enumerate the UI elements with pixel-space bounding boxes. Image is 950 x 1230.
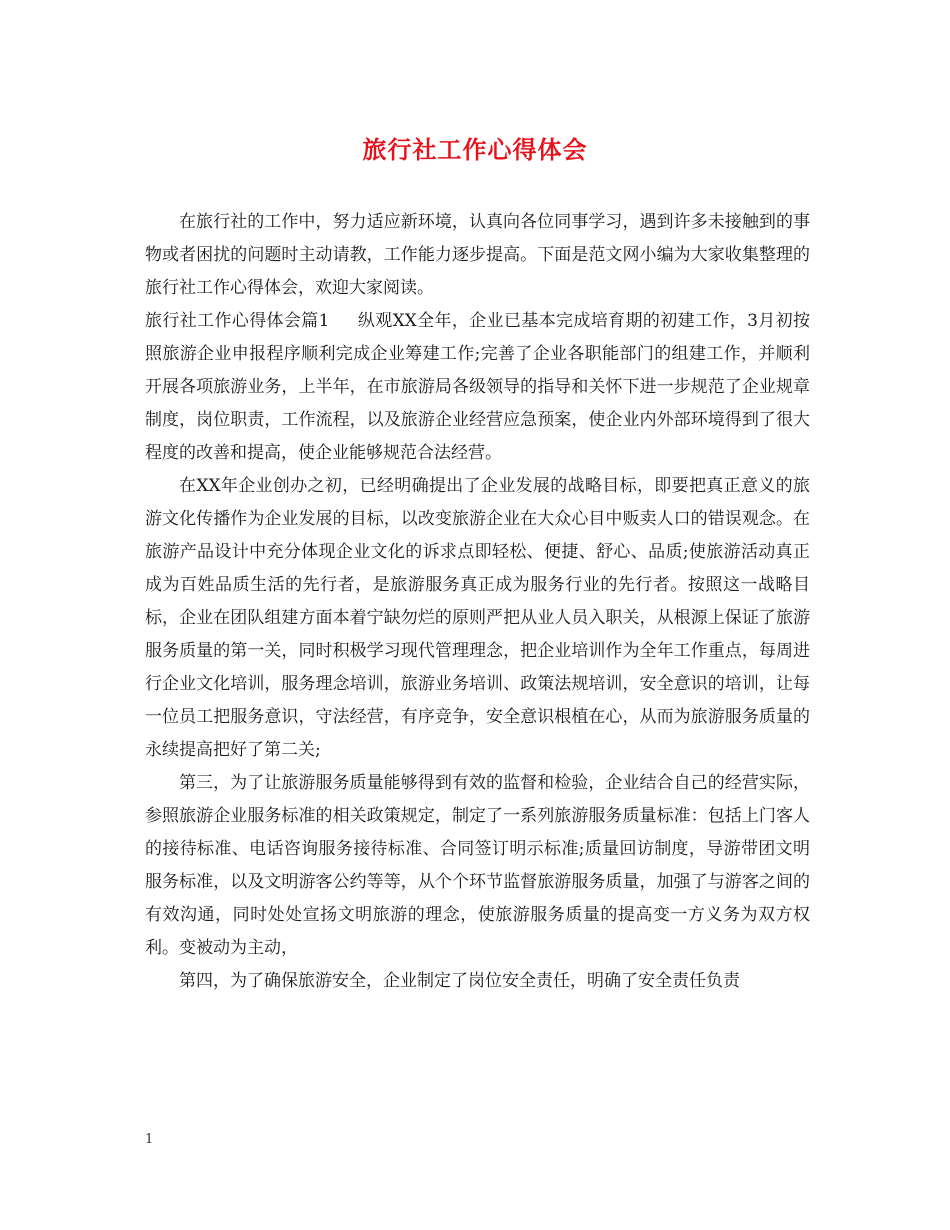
fourth-point-paragraph: 第四，为了确保旅游安全，企业制定了岗位安全责任，明确了安全责任负责 xyxy=(179,971,740,991)
document-body xyxy=(145,206,810,998)
page-number: 1 xyxy=(145,1132,154,1147)
third-point-paragraph: 第三，为了让旅游服务质量能够得到有效的监督和检验，企业结合自己的经营实际，参照旅游企业服务标准的相关政策规定，制定了一系列旅游服务质量标准：包括上门客人的接待标准、电话咨询服务接待标准、合同签订明示标准;质量回访制度，导游带团文明服务标准，以及文明游客公约等等，从个个环节监督旅游服务质量，加强了与游客之间的有效沟通，同时处处宣扬文明旅游的理念，使旅游服务质量的提高变一方义务为双方权利。变被动为主动， xyxy=(145,773,810,958)
section-heading: 旅行社工作心得体会篇1 xyxy=(145,311,330,331)
intro-paragraph: 在旅行社的工作中，努力适应新环境，认真向各位同事学习，遇到许多未接触到的事物或者困扰的问题时主动请教，工作能力逐步提高。下面是范文网小编为大家收集整理的旅行社工作心得体会，欢迎大家阅读。 xyxy=(145,212,810,298)
strategy-paragraph: 在XX年企业创办之初，已经明确提出了企业发展的战略目标，即要把真正意义的旅游文化传播作为企业发展的目标，以改变旅游企业在大众心目中贩卖人口的错误观念。在旅游产品设计中充分体现企业文化的诉求点即轻松、便捷、舒心、品质;使旅游活动真正成为百姓品质生活的先行者，是旅游服务真正成为服务行业的先行者。按照这一战略目标，企业在团队组建方面本着宁缺勿烂的原则严把从业人员入职关，从根源上保证了旅游服务质量的第一关，同时积极学习现代管理理念，把企业培训作为全年工作重点，每周进行企业文化培训，服务理念培训，旅游业务培训、政策法规培训，安全意识的培训，让每一位员工把服务意识，守法经营，有序竞争，安全意识根植在心，从而为旅游服务质量的永续提高把好了第二关; xyxy=(145,476,810,760)
section-1-paragraph xyxy=(145,305,810,470)
document-title: 旅行社工作心得体会 xyxy=(362,135,588,164)
section-1-text: 纵观XX全年，企业已基本完成培育期的初建工作，3月初按照旅游企业申报程序顺利完成企业筹建工作;完善了企业各职能部门的组建工作，并顺利开展各项旅游业务，上半年，在市旅游局各级领导的指导和关怀下进一步规范了企业规章制度，岗位职责，工作流程，以及旅游企业经营应急预案，使企业内外部环境得到了很大程度的改善和提高，使企业能够规范合法经营。 xyxy=(145,311,810,463)
